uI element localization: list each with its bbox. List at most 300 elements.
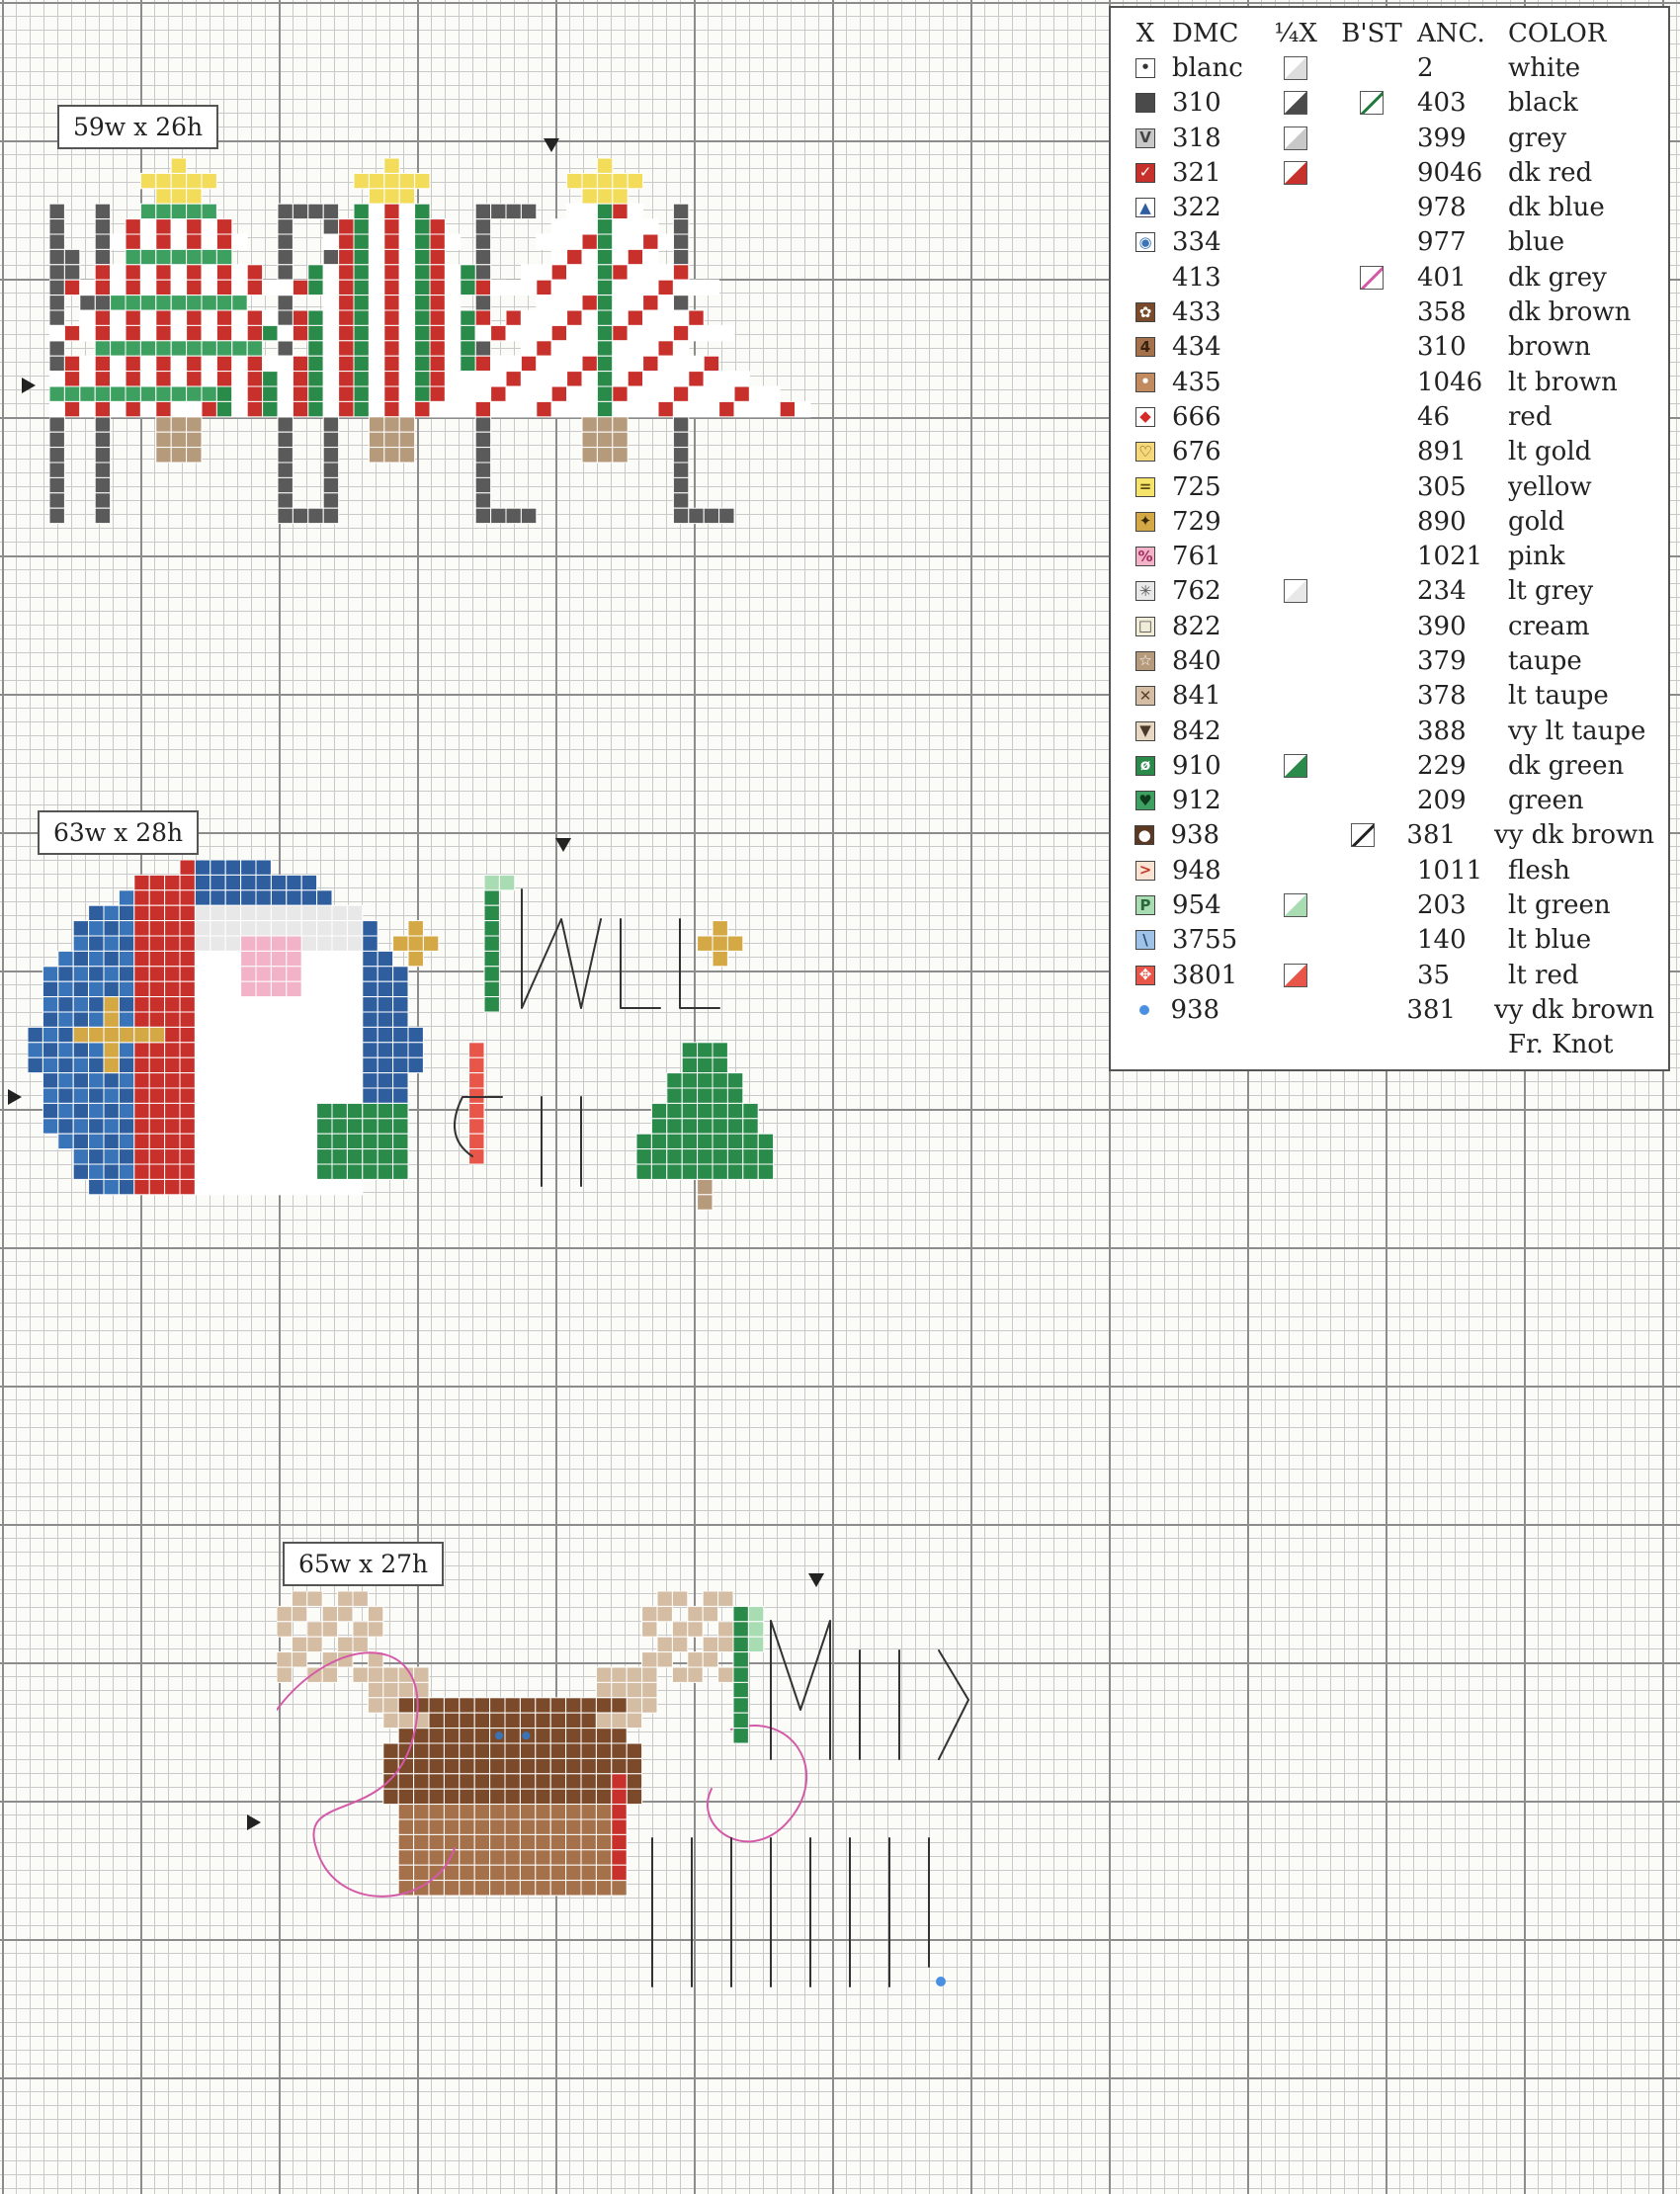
tree-stitch xyxy=(95,310,110,325)
santa-stitch xyxy=(149,981,164,996)
star-stitch xyxy=(393,936,408,951)
tree-stitch xyxy=(628,372,642,386)
tree-stitch xyxy=(551,356,566,371)
moose-chart xyxy=(277,1591,1384,2056)
letter-stitch xyxy=(49,432,64,447)
trunk-stitch xyxy=(156,448,171,463)
santa-stitch xyxy=(210,921,225,936)
tree-stitch xyxy=(582,234,597,249)
tree-stitch xyxy=(567,280,582,295)
star-stitch xyxy=(613,189,628,204)
key-dmc: 938 xyxy=(1170,820,1220,851)
santa-stitch xyxy=(134,1179,149,1194)
head-stitch xyxy=(414,1758,429,1773)
key-color-name: black xyxy=(1508,88,1578,119)
tree-stitch xyxy=(323,265,338,280)
santa-stitch xyxy=(89,1057,104,1072)
quarter-stitch-icon xyxy=(1284,127,1307,150)
head-stitch xyxy=(460,1834,474,1849)
tree-stitch xyxy=(126,356,140,371)
tree-stitch xyxy=(461,356,475,371)
tree-stitch xyxy=(293,310,307,325)
tree-stitch xyxy=(582,265,597,280)
tree-stitch xyxy=(399,280,414,295)
star-stitch xyxy=(613,173,628,188)
tree-stitch xyxy=(682,1164,697,1179)
tree-stitch xyxy=(537,372,551,386)
head-stitch xyxy=(566,1743,581,1758)
santa-stitch xyxy=(58,951,73,966)
letter-stitch xyxy=(612,1774,627,1789)
letter-stitch xyxy=(475,219,490,234)
santa-stitch xyxy=(241,1073,256,1088)
santa-stitch xyxy=(104,1103,119,1118)
santa-stitch xyxy=(42,1012,57,1027)
head-stitch xyxy=(490,1819,505,1834)
letter-stitch xyxy=(323,508,338,523)
antler-stitch xyxy=(642,1682,657,1697)
star-stitch xyxy=(369,189,383,204)
ear-stitch xyxy=(627,1713,641,1728)
tree-stitch xyxy=(582,280,597,295)
tree-stitch xyxy=(613,325,628,340)
tree-stitch xyxy=(187,372,202,386)
santa-stitch xyxy=(210,875,225,889)
key-color-name: gold xyxy=(1508,506,1565,537)
tree-stitch xyxy=(156,295,171,310)
symbol-icon: = xyxy=(1135,477,1155,497)
face-stitch xyxy=(271,951,286,966)
key-row xyxy=(1125,992,1654,1027)
tree-stitch xyxy=(354,249,369,264)
antler-stitch xyxy=(292,1652,306,1667)
tree-stitch xyxy=(171,234,186,249)
tree-stitch xyxy=(171,219,186,234)
santa-stitch xyxy=(104,1179,119,1194)
head-stitch xyxy=(429,1805,444,1819)
tree-stitch xyxy=(582,372,597,386)
key-color-name: dk green xyxy=(1508,750,1625,781)
key-dmc: 725 xyxy=(1172,471,1221,502)
tree-stitch xyxy=(323,280,338,295)
santa-stitch xyxy=(210,981,225,996)
tree-stitch xyxy=(445,280,460,295)
letter-stitch xyxy=(499,875,514,889)
letter-stitch xyxy=(689,508,704,523)
tree-stitch xyxy=(597,219,612,234)
santa-stitch xyxy=(119,1043,133,1057)
head-stitch xyxy=(505,1789,520,1804)
mitten-stitch xyxy=(363,1164,378,1179)
face-stitch xyxy=(256,981,271,996)
santa-stitch xyxy=(89,997,104,1012)
tree-stitch xyxy=(171,295,186,310)
face-stitch xyxy=(271,936,286,951)
tree-stitch xyxy=(613,401,628,416)
santa-stitch xyxy=(89,967,104,981)
key-color-name: lt grey xyxy=(1508,576,1594,607)
key-row xyxy=(1125,504,1654,539)
tree-stitch xyxy=(704,325,718,340)
head-stitch xyxy=(429,1713,444,1728)
santa-stitch xyxy=(225,967,240,981)
letter-stitch xyxy=(308,508,323,523)
santa-stitch xyxy=(195,875,210,889)
key-row xyxy=(1125,190,1654,224)
tree-stitch xyxy=(80,372,95,386)
backstitch-icon xyxy=(1360,266,1384,290)
tree-stitch xyxy=(698,1134,713,1148)
head-stitch xyxy=(490,1758,505,1773)
santa-stitch xyxy=(301,1164,316,1179)
santa-stitch xyxy=(165,1073,180,1088)
tree-stitch xyxy=(354,280,369,295)
head-stitch xyxy=(460,1789,474,1804)
letter-stitch xyxy=(733,1682,748,1697)
santa-stitch xyxy=(210,1149,225,1164)
tree-stitch xyxy=(247,310,262,325)
santa-stitch xyxy=(210,890,225,905)
tree-stitch xyxy=(354,219,369,234)
santa-stitch xyxy=(73,1164,88,1179)
tree-stitch xyxy=(369,356,383,371)
tree-stitch xyxy=(597,341,612,356)
santa-stitch xyxy=(149,1073,164,1088)
head-stitch xyxy=(596,1850,611,1865)
santa-stitch xyxy=(332,1012,347,1027)
key-row xyxy=(1125,714,1654,748)
antler-stitch xyxy=(703,1652,717,1667)
star-stitch xyxy=(727,936,742,951)
star-stitch xyxy=(408,951,423,966)
mitten-stitch xyxy=(378,1103,392,1118)
santa-stitch xyxy=(89,905,104,920)
letter-stitch xyxy=(521,508,536,523)
letter-stitch xyxy=(64,249,79,264)
tree-stitch xyxy=(308,325,323,340)
gold-stitch xyxy=(104,1057,119,1072)
santa-stitch xyxy=(165,1119,180,1134)
tree-stitch xyxy=(643,356,658,371)
head-stitch xyxy=(490,1774,505,1789)
tree-stitch xyxy=(111,386,126,401)
head-stitch xyxy=(490,1805,505,1819)
tree-stitch xyxy=(263,386,278,401)
santa-stitch xyxy=(347,981,362,996)
antler-stitch xyxy=(368,1698,382,1713)
symbol-icon: • xyxy=(1135,58,1155,78)
tree-stitch xyxy=(743,1149,758,1164)
key-anchor: 381 xyxy=(1406,820,1457,851)
santa-stitch xyxy=(149,967,164,981)
santa-stitch xyxy=(347,1027,362,1042)
santa-stitch xyxy=(347,1043,362,1057)
tree-stitch xyxy=(567,265,582,280)
trunk-stitch xyxy=(698,1179,713,1194)
antler-stitch xyxy=(703,1591,717,1606)
santa-stitch xyxy=(225,1073,240,1088)
tree-stitch xyxy=(643,219,658,234)
tree-stitch xyxy=(551,310,566,325)
face-stitch xyxy=(287,951,301,966)
tree-stitch xyxy=(126,372,140,386)
key-color-name: flesh xyxy=(1508,855,1570,886)
tree-stitch xyxy=(567,204,582,218)
trunk-stitch xyxy=(156,432,171,447)
tree-stitch xyxy=(80,401,95,416)
tree-stitch xyxy=(202,219,216,234)
santa-stitch xyxy=(180,875,195,889)
tree-stitch xyxy=(415,325,430,340)
header-x: X xyxy=(1135,18,1155,48)
letter-stitch xyxy=(733,1637,748,1651)
letter-stitch xyxy=(64,265,79,280)
tree-stitch xyxy=(643,265,658,280)
tree-stitch xyxy=(232,356,247,371)
head-stitch xyxy=(444,1698,459,1713)
letter-stitch xyxy=(673,204,688,218)
letter-stitch xyxy=(278,265,293,280)
head-stitch xyxy=(581,1805,596,1819)
tree-stitch xyxy=(613,249,628,264)
santa-stitch xyxy=(225,1043,240,1057)
key-row xyxy=(1125,469,1654,504)
tree-stitch xyxy=(187,325,202,340)
tree-stitch xyxy=(263,325,278,340)
key-row xyxy=(1125,609,1654,643)
key-color-name: grey xyxy=(1508,123,1567,153)
santa-stitch xyxy=(347,936,362,951)
tree-stitch xyxy=(567,401,582,416)
head-stitch xyxy=(520,1713,535,1728)
tree-stitch xyxy=(49,401,64,416)
head-stitch xyxy=(520,1743,535,1758)
tree-stitch xyxy=(651,1134,666,1148)
tree-stitch xyxy=(126,280,140,295)
tree-stitch xyxy=(354,386,369,401)
tree-stitch xyxy=(156,386,171,401)
santa-stitch xyxy=(89,1088,104,1103)
santa-stitch xyxy=(149,997,164,1012)
head-stitch xyxy=(444,1789,459,1804)
tree-stitch xyxy=(323,295,338,310)
tree-stitch xyxy=(537,310,551,325)
key-color-name: lt red xyxy=(1508,960,1579,990)
antler-stitch xyxy=(688,1652,703,1667)
head-stitch xyxy=(581,1713,596,1728)
tree-stitch xyxy=(636,1134,651,1148)
tree-stitch xyxy=(111,341,126,356)
tree-stitch xyxy=(369,280,383,295)
santa-stitch xyxy=(317,890,332,905)
tree-stitch xyxy=(384,219,399,234)
santa-stitch xyxy=(256,1134,271,1148)
santa-stitch xyxy=(58,1012,73,1027)
letter-stitch xyxy=(278,477,293,492)
tree-stitch xyxy=(399,310,414,325)
letter-stitch xyxy=(278,249,293,264)
letter-stitch xyxy=(469,1057,484,1072)
santa-stitch xyxy=(225,921,240,936)
tree-stitch xyxy=(247,325,262,340)
santa-stitch xyxy=(393,1073,408,1088)
tree-stitch xyxy=(651,1149,666,1164)
letter-stitch xyxy=(484,967,499,981)
santa-stitch xyxy=(119,997,133,1012)
tree-stitch xyxy=(567,372,582,386)
letter-stitch xyxy=(673,493,688,508)
letter-stitch xyxy=(612,1789,627,1804)
mitten-stitch xyxy=(347,1164,362,1179)
santa-stitch xyxy=(134,1149,149,1164)
tree-stitch xyxy=(475,356,490,371)
antler-stitch xyxy=(672,1591,687,1606)
tree-stitch xyxy=(171,401,186,416)
santa-stitch xyxy=(195,967,210,981)
tree-stitch xyxy=(399,265,414,280)
tree-stitch xyxy=(111,325,126,340)
santa-stitch xyxy=(347,1057,362,1072)
head-stitch xyxy=(460,1743,474,1758)
santa-stitch xyxy=(28,1027,42,1042)
santa-stitch xyxy=(165,1164,180,1179)
santa-stitch xyxy=(89,951,104,966)
noel-center-marker-left xyxy=(22,378,36,393)
tree-stitch xyxy=(202,372,216,386)
letter-stitch xyxy=(49,249,64,264)
santa-stitch xyxy=(165,1179,180,1194)
head-stitch xyxy=(460,1758,474,1773)
santa-stitch xyxy=(317,967,332,981)
santa-stitch xyxy=(180,1149,195,1164)
tree-stitch xyxy=(658,401,673,416)
tree-stitch xyxy=(734,372,749,386)
letter-stitch xyxy=(278,204,293,218)
tree-stitch xyxy=(461,280,475,295)
symbol-icon: P xyxy=(1135,895,1155,915)
star-stitch xyxy=(354,173,369,188)
santa-stitch xyxy=(256,1179,271,1194)
symbol-icon: ● xyxy=(1134,825,1154,845)
key-anchor: 390 xyxy=(1417,611,1467,641)
tree-stitch xyxy=(415,295,430,310)
santa-stitch xyxy=(195,1134,210,1148)
head-stitch xyxy=(536,1743,550,1758)
santa-stitch xyxy=(225,1119,240,1134)
santa-stitch xyxy=(271,1027,286,1042)
santa-stitch xyxy=(317,1027,332,1042)
tree-stitch xyxy=(461,372,475,386)
santa-stitch xyxy=(332,997,347,1012)
tree-stitch xyxy=(202,295,216,310)
welcome-lettering xyxy=(522,889,601,1008)
mitten-stitch xyxy=(332,1164,347,1179)
tree-stitch xyxy=(187,310,202,325)
tree-stitch xyxy=(673,265,688,280)
santa-stitch xyxy=(287,905,301,920)
santa-stitch xyxy=(165,905,180,920)
tree-stitch xyxy=(643,325,658,340)
head-stitch xyxy=(505,1834,520,1849)
tree-stitch xyxy=(713,1057,727,1072)
tree-stitch xyxy=(698,1057,713,1072)
santa-stitch xyxy=(104,1073,119,1088)
quarter-stitch-icon xyxy=(1284,893,1307,917)
tree-stitch xyxy=(698,1164,713,1179)
santa-stitch xyxy=(180,860,195,875)
tree-stitch xyxy=(126,295,140,310)
head-stitch xyxy=(505,1774,520,1789)
key-row xyxy=(1125,818,1654,853)
tree-stitch xyxy=(339,295,354,310)
tree-stitch xyxy=(323,234,338,249)
tree-stitch xyxy=(156,325,171,340)
santa-stitch xyxy=(393,1027,408,1042)
key-row xyxy=(1125,887,1654,922)
merry-lettering xyxy=(771,1621,830,1759)
santa-stitch xyxy=(393,1043,408,1057)
antler-stitch xyxy=(642,1667,657,1682)
head-stitch xyxy=(520,1698,535,1713)
santa-stitch xyxy=(119,1057,133,1072)
gold-stitch xyxy=(104,997,119,1012)
santa-stitch xyxy=(332,1057,347,1072)
head-stitch xyxy=(536,1881,550,1896)
key-color-name: lt gold xyxy=(1508,437,1592,467)
letter-stitch xyxy=(278,463,293,477)
head-stitch xyxy=(444,1881,459,1896)
santa-stitch xyxy=(195,936,210,951)
head-stitch xyxy=(520,1881,535,1896)
star-stitch xyxy=(171,189,186,204)
tree-stitch xyxy=(111,234,126,249)
tree-stitch xyxy=(369,341,383,356)
tree-stitch xyxy=(415,280,430,295)
key-dmc: 761 xyxy=(1172,542,1221,572)
santa-stitch xyxy=(287,1103,301,1118)
head-stitch xyxy=(474,1758,489,1773)
tree-stitch xyxy=(308,386,323,401)
tree-stitch xyxy=(354,356,369,371)
tree-stitch xyxy=(551,325,566,340)
key-anchor: 209 xyxy=(1417,786,1467,816)
tree-stitch xyxy=(187,234,202,249)
santa-stitch xyxy=(225,1149,240,1164)
head-stitch xyxy=(520,1805,535,1819)
letter-stitch xyxy=(49,310,64,325)
tree-stitch xyxy=(126,249,140,264)
head-stitch xyxy=(505,1865,520,1880)
tree-stitch xyxy=(384,295,399,310)
head-stitch xyxy=(505,1729,520,1743)
tree-stitch xyxy=(643,295,658,310)
tree-stitch xyxy=(521,325,536,340)
tree-stitch xyxy=(521,310,536,325)
star-stitch xyxy=(713,921,727,936)
trunk-stitch xyxy=(384,417,399,432)
tree-stitch xyxy=(415,401,430,416)
tree-stitch xyxy=(658,234,673,249)
santa-stitch xyxy=(271,890,286,905)
santa-stitch xyxy=(195,951,210,966)
head-stitch xyxy=(505,1805,520,1819)
santa-stitch xyxy=(42,1103,57,1118)
key-anchor: 1046 xyxy=(1417,367,1483,397)
letter-stitch xyxy=(49,477,64,492)
trunk-stitch xyxy=(582,417,597,432)
quarter-stitch-icon xyxy=(1284,579,1307,603)
key-row xyxy=(1125,679,1654,714)
